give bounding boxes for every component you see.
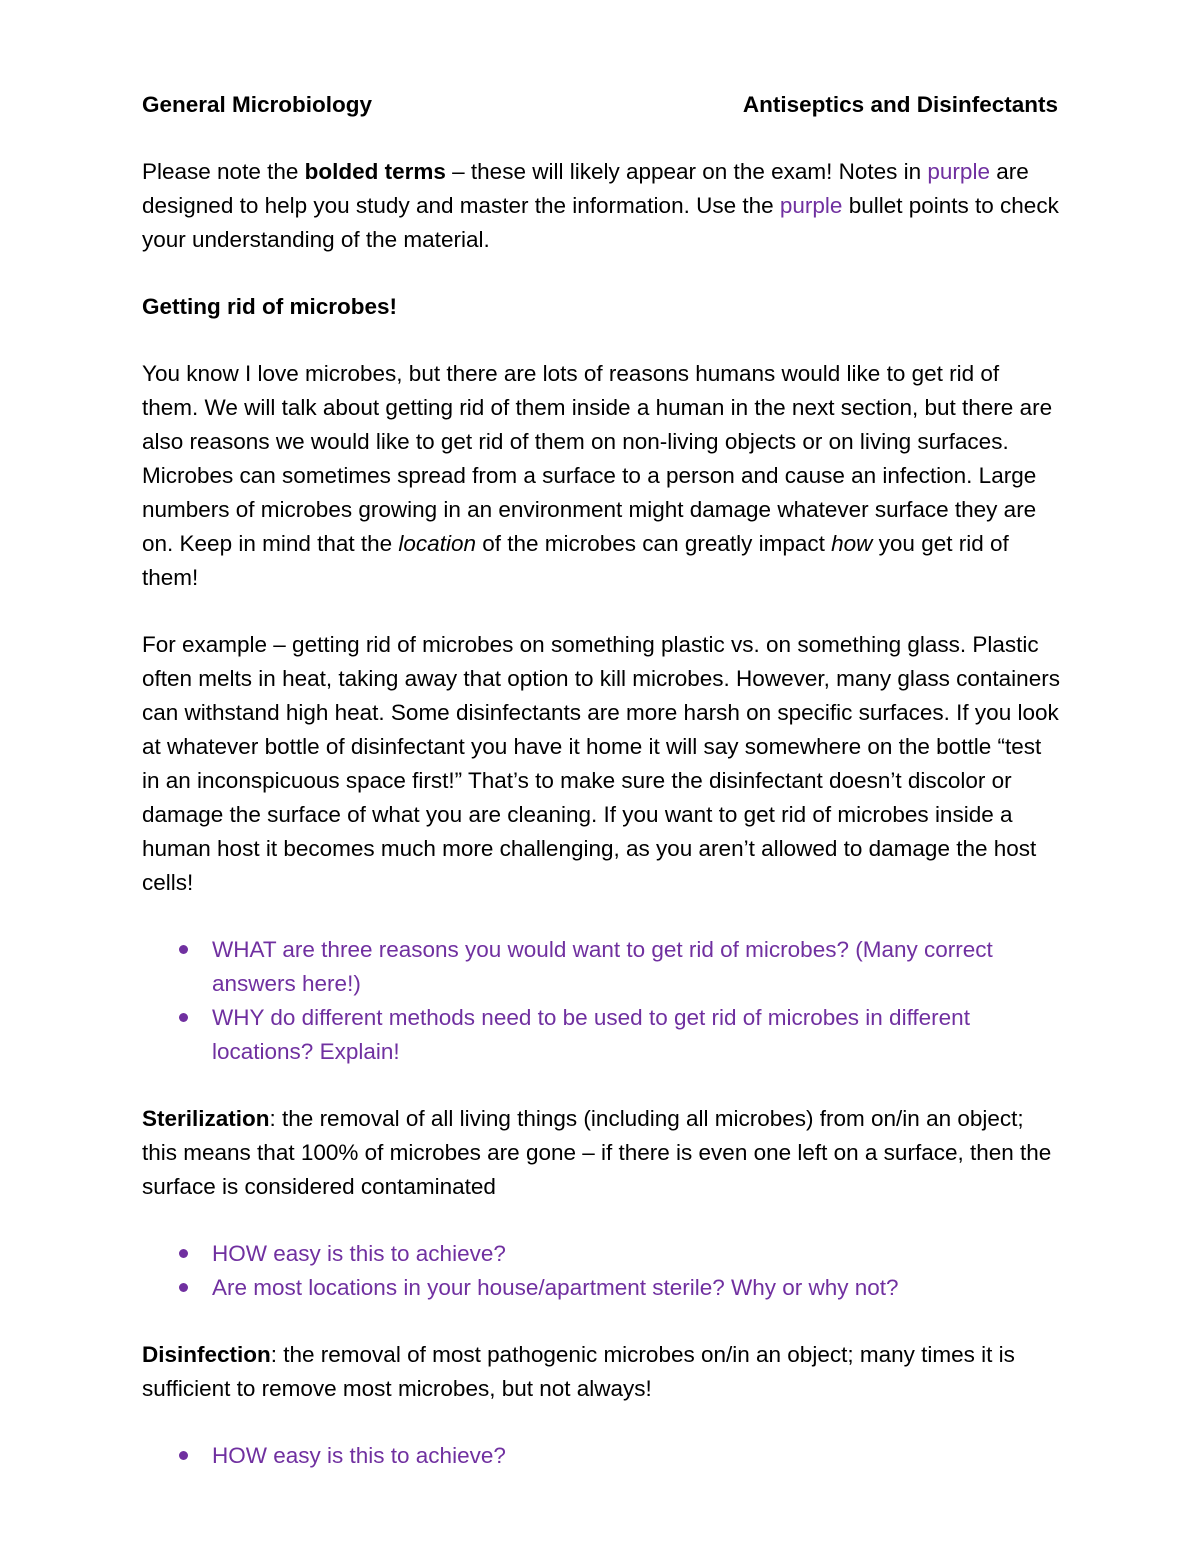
intro-text-4: bullet points to check your understanding of the material. xyxy=(142,193,1059,252)
study-question: HOW easy is this to achieve? xyxy=(212,1439,1060,1473)
intro-paragraph xyxy=(142,155,1060,257)
para1-emphasis-location: location xyxy=(398,531,476,556)
page-header xyxy=(142,88,1058,122)
intro-bold-term: bolded terms xyxy=(304,159,446,184)
definition-disinfection xyxy=(142,1338,1060,1406)
course-title: General Microbiology xyxy=(142,92,373,117)
para1-emphasis-how: how xyxy=(831,531,873,556)
study-question: WHAT are three reasons you would want to get rid of microbes? (Many correct answers here!) xyxy=(212,933,1060,1001)
section-heading: Getting rid of microbes! xyxy=(142,294,398,319)
study-questions-2 xyxy=(142,1237,1060,1305)
paragraph-reasons xyxy=(142,357,1060,595)
para1-text-1: You know I love microbes, but there are lots of reasons humans would like to get rid of them. We will talk about getting rid of them inside a human in the next section, but there are also reasons we would like to get rid of them on non-living objects or on living surfaces. Microbes can sometimes spread from a surface to a person and cause an infection. Large numbers of microbes growing in an environment might damage whatever surface they are on. Keep in mind that the xyxy=(142,361,1053,556)
definition-text: : the removal of most pathogenic microbes on/in an object; many times it is sufficient to remove most microbes, but not always! xyxy=(142,1342,1015,1401)
study-question: WHY do different methods need to be used to get rid of microbes in different locations? Explain! xyxy=(212,1001,1060,1069)
study-question: HOW easy is this to achieve? xyxy=(212,1237,1060,1271)
topic-title: Antiseptics and Disinfectants xyxy=(742,92,1058,117)
paragraph-example: For example – getting rid of microbes on something plastic vs. on something glass. Plastic often melts in heat, taking away that option to kill microbes. However, many glass containers can withstand high heat. Some disinfectants are more harsh on specific surfaces. If you look at whatever bottle of disinfectant you have it home it will say somewhere on the bottle “test in an inconspicuous space first!” That’s to make sure the disinfectant doesn’t discolor or damage the surface of what you are cleaning. If you want to get rid of microbes inside a human host it becomes much more challenging, as you aren’t allowed to damage the host cells! xyxy=(142,632,1060,895)
study-question: Are most locations in your house/apartment sterile? Why or why not? xyxy=(212,1271,1060,1305)
study-questions-3 xyxy=(142,1439,1060,1473)
intro-text-1: Please note the xyxy=(142,159,305,184)
intro-text-3: are designed to help you study and master the information. Use the xyxy=(142,159,1029,218)
term-sterilization: Sterilization xyxy=(142,1106,270,1131)
term-disinfection: Disinfection xyxy=(142,1342,271,1367)
intro-purple-1: purple xyxy=(927,159,990,184)
para1-text-3: you get rid of them! xyxy=(142,531,1009,590)
intro-text-2: – these will likely appear on the exam! Notes in xyxy=(445,159,928,184)
para1-text-2: of the microbes can greatly impact xyxy=(475,531,832,556)
definition-text: : the removal of all living things (including all microbes) from on/in an object; this means that 100% of microbes are gone – if there is even one left on a surface, then the surface is considered contaminated xyxy=(142,1106,1052,1199)
study-questions-1 xyxy=(142,933,1060,1069)
intro-purple-2: purple xyxy=(779,193,843,218)
definition-sterilization xyxy=(142,1102,1060,1204)
